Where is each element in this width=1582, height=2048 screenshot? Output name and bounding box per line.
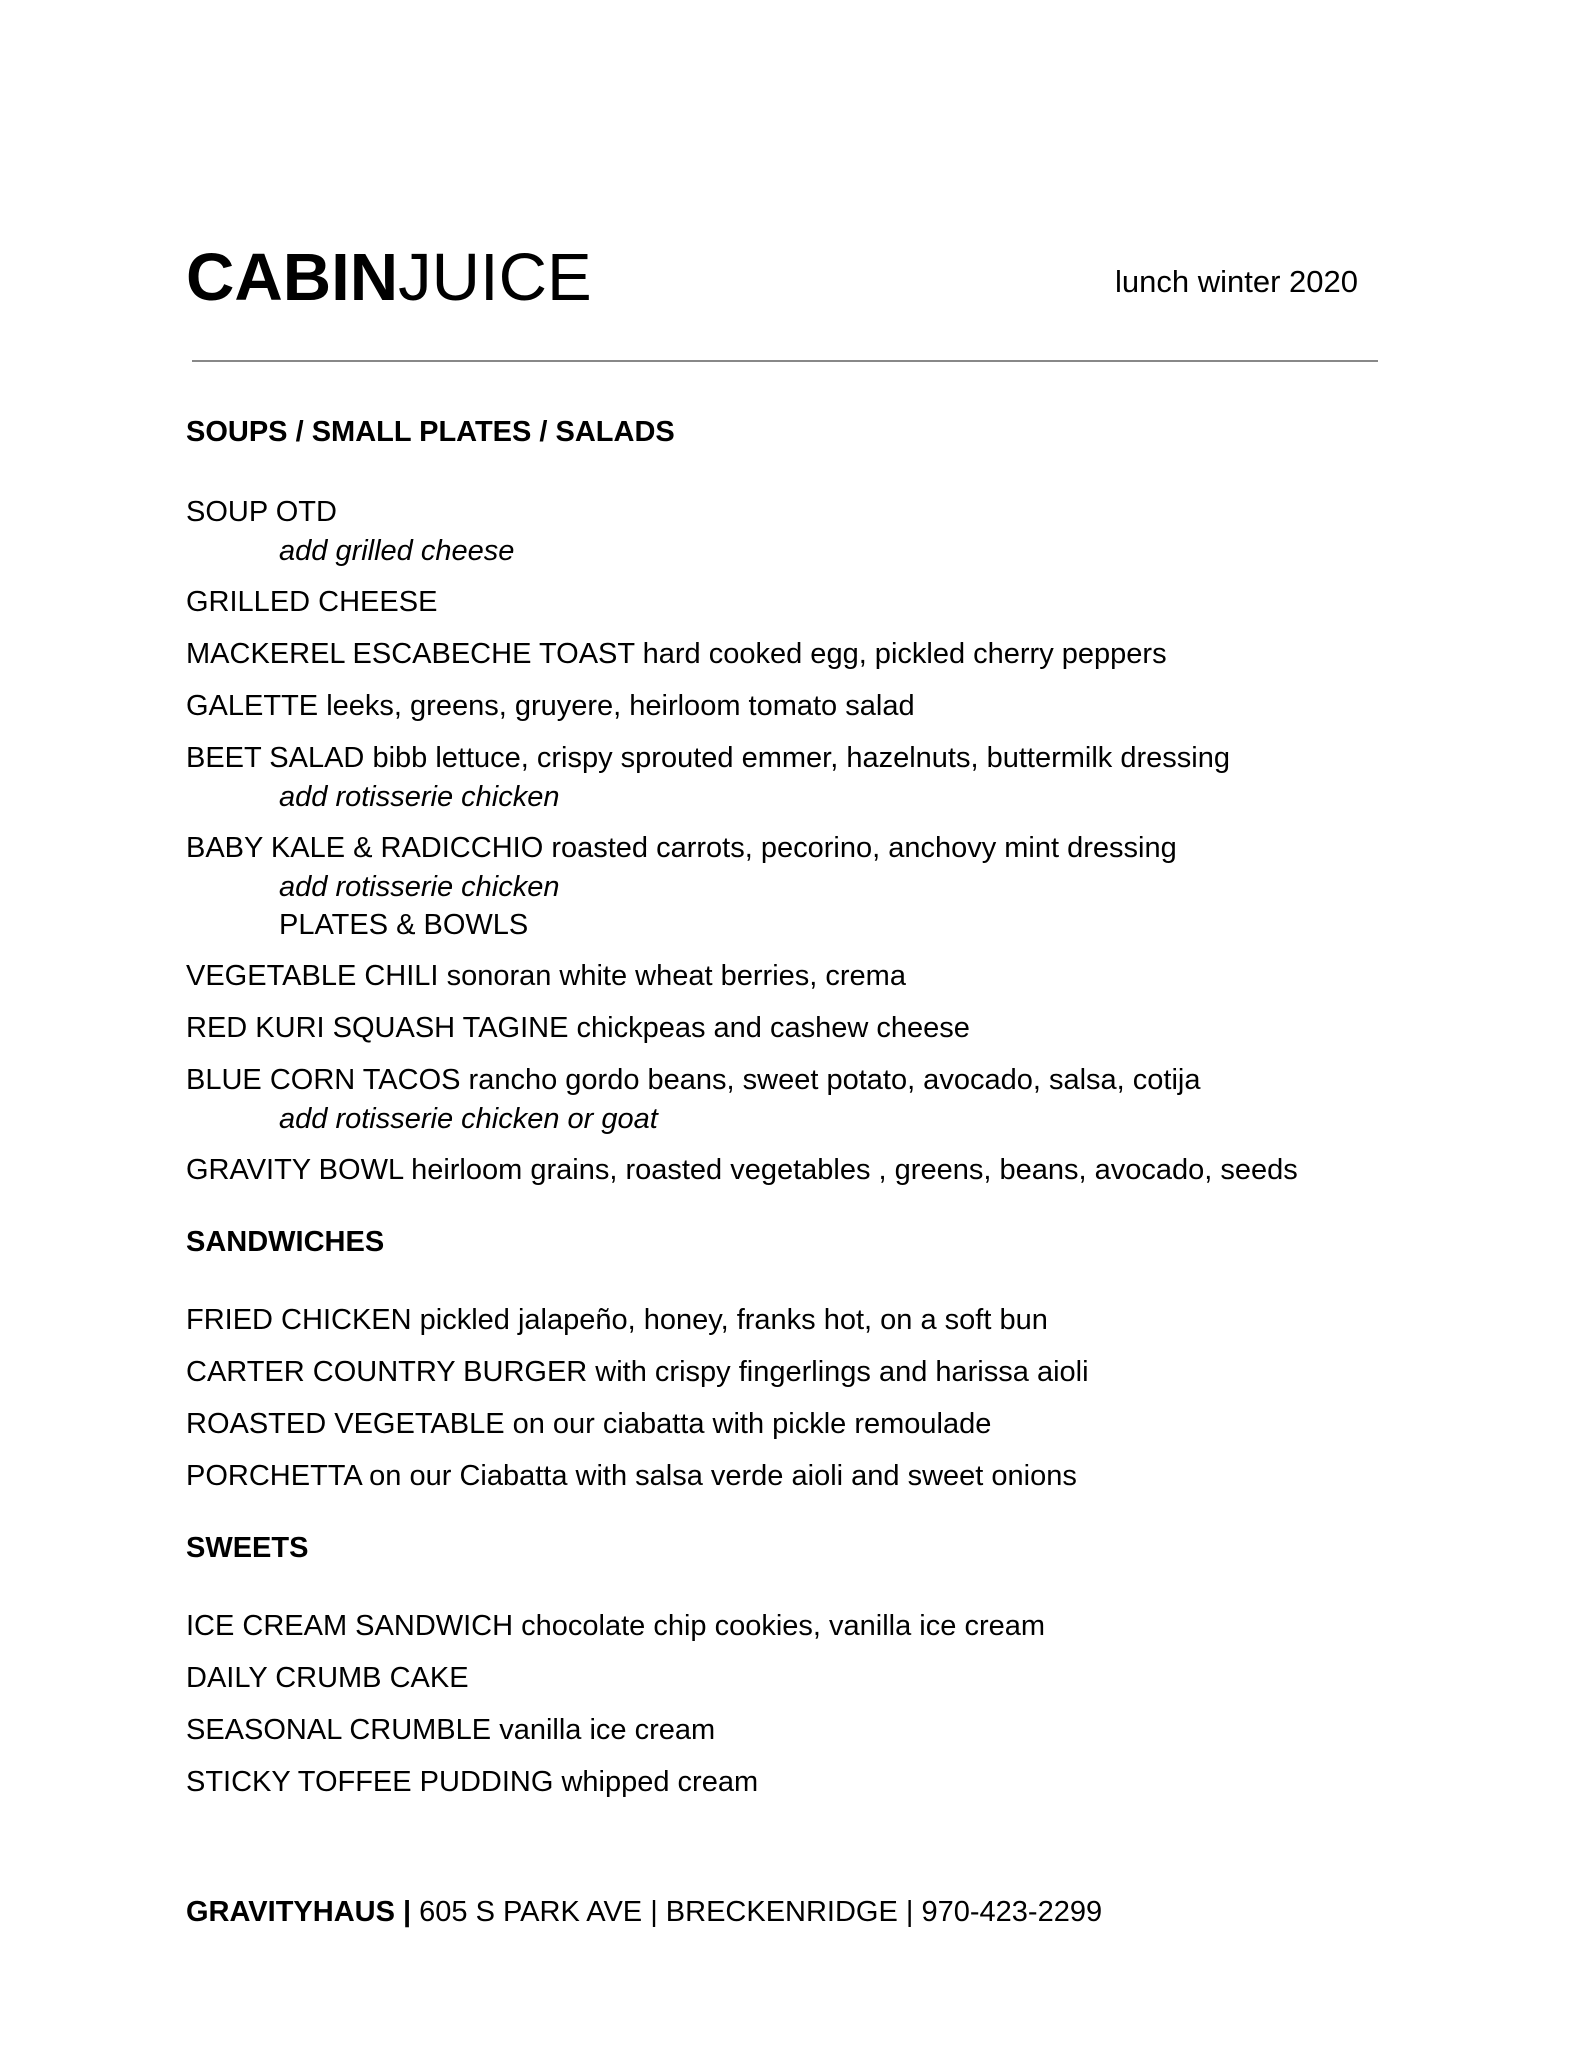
item-description: pickled jalapeño, honey, franks hot, on a soft bun [419, 1304, 1048, 1336]
brand-regular: JUICE [398, 240, 592, 315]
section-title-soups: SOUPS / SMALL PLATES / SALADS [186, 416, 675, 448]
menu-item [186, 1762, 1436, 1802]
item-addon: add rotisserie chicken [279, 871, 560, 903]
item-name: RED KURI SQUASH TAGINE [186, 1012, 569, 1044]
menu-item [186, 1352, 1436, 1392]
item-name: MACKEREL ESCABECHE TOAST [186, 638, 635, 670]
menu-item [186, 634, 1436, 674]
menu-item [186, 1008, 1436, 1048]
item-name: BLUE CORN TACOS [186, 1064, 461, 1096]
item-description: on our ciabatta with pickle remoulade [512, 1408, 992, 1440]
item-description: hard cooked egg, pickled cherry peppers [642, 638, 1167, 670]
item-name: ROASTED VEGETABLE [186, 1408, 505, 1440]
menu-item [186, 1456, 1436, 1496]
item-name: BABY KALE & RADICCHIO [186, 832, 544, 864]
item-name: FRIED CHICKEN [186, 1304, 412, 1336]
item-name: GALETTE [186, 690, 319, 722]
menu-body [186, 408, 1436, 1814]
restaurant-contact-footer [186, 1892, 1102, 1932]
item-addon: add rotisserie chicken [279, 781, 560, 813]
item-addon: add rotisserie chicken or goat [279, 1103, 658, 1135]
item-name: DAILY CRUMB CAKE [186, 1662, 469, 1694]
item-name: SEASONAL CRUMBLE [186, 1714, 492, 1746]
menu-header [186, 238, 1358, 318]
item-description: chocolate chip cookies, vanilla ice cream [521, 1610, 1046, 1642]
menu-item [186, 738, 1436, 816]
footer-venue-name: GRAVITYHAUS | [186, 1896, 412, 1928]
menu-season: lunch winter 2020 [1115, 264, 1358, 299]
item-name: VEGETABLE CHILI [186, 960, 439, 992]
item-addon: add grilled cheese [279, 535, 515, 567]
brand-bold: CABIN [186, 240, 399, 315]
item-description: rancho gordo beans, sweet potato, avocado, salsa, cotija [468, 1064, 1201, 1096]
header-divider [192, 360, 1378, 362]
item-description: heirloom grains, roasted vegetables , greens, beans, avocado, seeds [411, 1154, 1298, 1186]
item-description: leeks, greens, gruyere, heirloom tomato salad [326, 690, 915, 722]
item-description: whipped cream [561, 1766, 759, 1798]
menu-item [186, 1606, 1436, 1646]
menu-item [186, 686, 1436, 726]
item-name: GRILLED CHEESE [186, 586, 438, 618]
item-name: BEET SALAD [186, 742, 365, 774]
restaurant-name [186, 238, 592, 318]
menu-item [186, 828, 1436, 944]
menu-item [186, 492, 1436, 570]
menu-item [186, 1404, 1436, 1444]
menu-item [186, 1658, 1436, 1698]
item-description: roasted carrots, pecorino, anchovy mint dressing [551, 832, 1177, 864]
item-name: GRAVITY BOWL [186, 1154, 404, 1186]
menu-item [186, 1300, 1436, 1340]
menu-item [186, 956, 1436, 996]
subsection-label: PLATES & BOWLS [279, 909, 529, 941]
item-name: CARTER COUNTRY BURGER [186, 1356, 588, 1388]
footer-address-phone: 605 S PARK AVE | BRECKENRIDGE | 970-423-2299 [411, 1896, 1103, 1928]
menu-item [186, 1150, 1436, 1190]
item-description: sonoran white wheat berries, crema [446, 960, 906, 992]
section-title-sweets: SWEETS [186, 1532, 309, 1564]
menu-item [186, 1710, 1436, 1750]
menu-item [186, 1060, 1436, 1138]
item-description: with crispy fingerlings and harissa aioli [595, 1356, 1089, 1388]
item-name: STICKY TOFFEE PUDDING [186, 1766, 554, 1798]
item-description: on our Ciabatta with salsa verde aioli and sweet onions [369, 1460, 1077, 1492]
menu-item [186, 582, 1436, 622]
section-title-sandwiches: SANDWICHES [186, 1226, 385, 1258]
item-name: PORCHETTA [186, 1460, 362, 1492]
item-name: ICE CREAM SANDWICH [186, 1610, 514, 1642]
item-description: bibb lettuce, crispy sprouted emmer, hazelnuts, buttermilk dressing [372, 742, 1230, 774]
item-description: chickpeas and cashew cheese [576, 1012, 970, 1044]
item-name: SOUP OTD [186, 496, 337, 528]
item-description: vanilla ice cream [499, 1714, 716, 1746]
